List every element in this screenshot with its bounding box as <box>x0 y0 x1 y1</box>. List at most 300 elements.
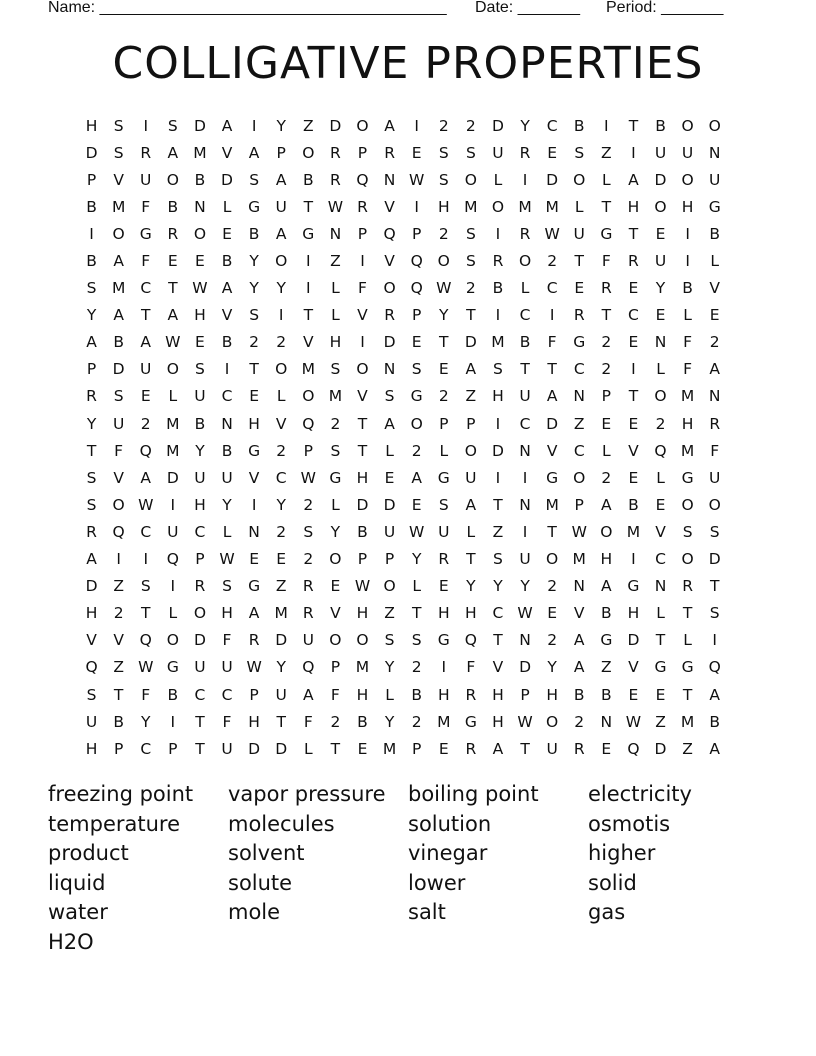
grid-letter[interactable]: P <box>276 143 286 162</box>
grid-letter[interactable]: B <box>86 197 97 216</box>
grid-letter[interactable]: T <box>520 739 530 758</box>
grid-letter[interactable]: P <box>574 495 584 514</box>
grid-letter[interactable]: 2 <box>249 333 260 352</box>
grid-letter[interactable]: O <box>708 116 721 135</box>
grid-letter[interactable]: L <box>385 441 394 460</box>
grid-letter[interactable]: M <box>464 197 478 216</box>
grid-letter[interactable]: M <box>545 197 559 216</box>
grid-letter[interactable]: 2 <box>303 550 314 569</box>
grid-letter[interactable]: W <box>138 495 154 514</box>
grid-letter[interactable]: L <box>385 685 394 704</box>
grid-letter[interactable]: V <box>628 658 639 677</box>
grid-letter[interactable]: I <box>522 468 528 487</box>
grid-letter[interactable]: I <box>631 360 636 379</box>
grid-letter[interactable]: M <box>545 495 559 514</box>
grid-letter[interactable]: B <box>221 252 233 271</box>
grid-letter[interactable]: S <box>465 143 476 162</box>
grid-letter[interactable]: H <box>221 604 233 623</box>
grid-letter[interactable]: O <box>464 170 477 189</box>
grid-letter[interactable]: 2 <box>140 414 151 433</box>
grid-letter[interactable]: C <box>140 739 152 758</box>
grid-letter[interactable]: 2 <box>330 414 341 433</box>
grid-letter[interactable]: 2 <box>411 712 422 731</box>
grid-letter[interactable]: O <box>681 170 694 189</box>
grid-letter[interactable]: R <box>465 685 477 704</box>
grid-letter[interactable]: C <box>140 522 152 541</box>
grid-letter[interactable]: G <box>546 468 559 487</box>
grid-letter[interactable]: E <box>628 685 639 704</box>
grid-letter[interactable]: U <box>221 658 233 677</box>
grid-letter[interactable]: A <box>546 387 558 406</box>
grid-letter[interactable]: C <box>546 279 558 298</box>
grid-letter[interactable]: Q <box>166 550 179 569</box>
grid-letter[interactable]: D <box>248 739 261 758</box>
grid-letter[interactable]: O <box>654 387 667 406</box>
grid-letter[interactable]: E <box>411 333 422 352</box>
grid-letter[interactable]: H <box>356 468 369 487</box>
grid-letter[interactable]: E <box>438 577 449 596</box>
grid-letter[interactable]: R <box>140 143 152 162</box>
grid-letter[interactable]: T <box>249 360 259 379</box>
grid-letter[interactable]: 2 <box>601 333 612 352</box>
grid-letter[interactable]: N <box>573 577 586 596</box>
grid-letter[interactable]: 2 <box>303 495 314 514</box>
grid-letter[interactable]: L <box>602 441 611 460</box>
grid-letter[interactable]: L <box>168 604 178 623</box>
grid-letter[interactable]: W <box>409 170 425 189</box>
grid-letter[interactable]: G <box>681 468 694 487</box>
grid-letter[interactable]: Y <box>411 550 422 569</box>
grid-letter[interactable]: W <box>219 550 235 569</box>
grid-letter[interactable]: E <box>438 739 449 758</box>
grid-letter[interactable]: I <box>631 550 636 569</box>
grid-letter[interactable]: D <box>654 739 667 758</box>
grid-letter[interactable]: Q <box>356 170 369 189</box>
grid-letter[interactable]: B <box>411 685 422 704</box>
grid-letter[interactable]: S <box>438 143 449 162</box>
grid-letter[interactable]: S <box>330 360 341 379</box>
grid-letter[interactable]: F <box>222 631 232 650</box>
grid-letter[interactable]: U <box>654 143 667 162</box>
grid-letter[interactable]: B <box>628 495 639 514</box>
grid-letter[interactable]: R <box>248 631 260 650</box>
grid-letter[interactable]: O <box>464 441 477 460</box>
grid-letter[interactable]: H <box>356 604 369 623</box>
grid-letter[interactable]: R <box>573 739 585 758</box>
grid-letter[interactable]: T <box>601 197 612 216</box>
grid-letter[interactable]: M <box>355 658 370 677</box>
grid-letter[interactable]: 2 <box>276 333 287 352</box>
grid-letter[interactable]: P <box>168 739 178 758</box>
grid-letter[interactable]: A <box>86 333 97 352</box>
grid-letter[interactable]: 2 <box>330 712 341 731</box>
grid-letter[interactable]: O <box>383 577 396 596</box>
grid-letter[interactable]: O <box>112 495 125 514</box>
grid-letter[interactable]: Q <box>410 279 423 298</box>
grid-letter[interactable]: S <box>574 143 585 162</box>
grid-letter[interactable]: V <box>248 468 260 487</box>
grid-letter[interactable]: R <box>438 550 450 569</box>
grid-letter[interactable]: R <box>465 739 477 758</box>
grid-letter[interactable]: T <box>113 685 124 704</box>
grid-letter[interactable]: O <box>275 360 288 379</box>
grid-letter[interactable]: V <box>573 604 585 623</box>
grid-letter[interactable]: 2 <box>547 631 558 650</box>
grid-letter[interactable]: N <box>383 360 396 379</box>
grid-letter[interactable]: S <box>438 495 449 514</box>
grid-letter[interactable]: H <box>85 739 98 758</box>
grid-letter[interactable]: H <box>248 414 260 433</box>
grid-letter[interactable]: O <box>600 522 613 541</box>
grid-letter[interactable]: R <box>194 577 206 596</box>
grid-letter[interactable]: Q <box>85 658 98 677</box>
grid-letter[interactable]: H <box>85 116 98 135</box>
grid-letter[interactable]: E <box>655 495 666 514</box>
grid-letter[interactable]: P <box>384 550 395 569</box>
grid-letter[interactable]: D <box>85 577 98 596</box>
grid-letter[interactable]: P <box>411 306 422 325</box>
grid-letter[interactable]: I <box>306 252 311 271</box>
grid-letter[interactable]: A <box>86 550 97 569</box>
grid-letter[interactable]: 2 <box>574 712 585 731</box>
grid-letter[interactable]: Y <box>141 712 151 731</box>
grid-letter[interactable]: U <box>492 143 504 162</box>
grid-letter[interactable]: L <box>331 495 340 514</box>
grid-letter[interactable]: H <box>248 712 260 731</box>
grid-letter[interactable]: Y <box>86 306 97 325</box>
grid-letter[interactable]: E <box>628 333 639 352</box>
grid-letter[interactable]: Y <box>249 252 259 271</box>
grid-letter[interactable]: L <box>493 170 503 189</box>
grid-letter[interactable]: D <box>546 170 559 189</box>
grid-letter[interactable]: C <box>221 387 233 406</box>
grid-letter[interactable]: E <box>601 739 612 758</box>
grid-letter[interactable]: U <box>112 414 125 433</box>
grid-letter[interactable]: Z <box>573 414 585 433</box>
grid-letter[interactable]: L <box>168 387 178 406</box>
grid-letter[interactable]: T <box>303 306 314 325</box>
grid-letter[interactable]: B <box>221 333 233 352</box>
grid-letter[interactable]: 2 <box>709 333 720 352</box>
grid-letter[interactable]: G <box>464 712 477 731</box>
grid-letter[interactable]: G <box>600 631 613 650</box>
grid-letter[interactable]: S <box>86 495 97 514</box>
grid-letter[interactable]: L <box>303 739 313 758</box>
grid-letter[interactable]: O <box>546 712 559 731</box>
grid-letter[interactable]: O <box>708 495 721 514</box>
grid-letter[interactable]: M <box>111 279 126 298</box>
grid-letter[interactable]: M <box>166 441 180 460</box>
grid-letter[interactable]: I <box>495 224 501 243</box>
grid-letter[interactable]: Y <box>493 577 503 596</box>
grid-letter[interactable]: E <box>628 279 639 298</box>
grid-letter[interactable]: I <box>170 712 176 731</box>
grid-letter[interactable]: U <box>519 550 531 569</box>
grid-letter[interactable]: Y <box>222 495 232 514</box>
grid-letter[interactable]: O <box>193 224 207 243</box>
grid-letter[interactable]: B <box>194 170 206 189</box>
grid-letter[interactable]: Q <box>112 522 125 541</box>
grid-letter[interactable]: V <box>357 306 368 325</box>
grid-letter[interactable]: M <box>572 550 586 569</box>
grid-letter[interactable]: T <box>357 414 368 433</box>
grid-letter[interactable]: P <box>330 658 341 677</box>
grid-letter[interactable]: T <box>628 224 639 243</box>
grid-letter[interactable]: G <box>166 658 179 677</box>
grid-letter[interactable]: D <box>546 414 559 433</box>
grid-letter[interactable]: V <box>709 279 720 298</box>
grid-letter[interactable]: R <box>357 197 368 216</box>
grid-letter[interactable]: O <box>681 495 694 514</box>
grid-letter[interactable]: Q <box>383 224 396 243</box>
grid-letter[interactable]: O <box>302 387 315 406</box>
grid-letter[interactable]: U <box>221 468 233 487</box>
grid-letter[interactable]: H <box>329 333 342 352</box>
grid-letter[interactable]: W <box>300 468 316 487</box>
grid-letter[interactable]: Z <box>384 604 395 623</box>
grid-letter[interactable]: I <box>631 143 636 162</box>
grid-letter[interactable]: E <box>222 224 232 243</box>
grid-letter[interactable]: M <box>301 360 315 379</box>
grid-letter[interactable]: L <box>331 306 340 325</box>
grid-letter[interactable]: I <box>549 306 555 325</box>
grid-letter[interactable]: W <box>517 604 533 623</box>
grid-letter[interactable]: C <box>628 306 639 325</box>
grid-letter[interactable]: E <box>574 279 585 298</box>
grid-letter[interactable]: B <box>221 441 233 460</box>
grid-letter[interactable]: L <box>683 306 692 325</box>
grid-letter[interactable]: A <box>113 306 124 325</box>
grid-letter[interactable]: U <box>465 468 477 487</box>
grid-letter[interactable]: G <box>600 224 613 243</box>
grid-letter[interactable]: S <box>86 279 97 298</box>
grid-letter[interactable]: Q <box>654 441 667 460</box>
grid-letter[interactable]: S <box>86 685 97 704</box>
grid-letter[interactable]: P <box>357 143 368 162</box>
grid-letter[interactable]: P <box>303 441 313 460</box>
grid-letter[interactable]: N <box>329 224 342 243</box>
grid-letter[interactable]: G <box>681 658 694 677</box>
grid-letter[interactable]: S <box>384 631 395 650</box>
grid-letter[interactable]: L <box>276 387 286 406</box>
grid-letter[interactable]: P <box>86 170 97 189</box>
grid-letter[interactable]: W <box>327 197 344 216</box>
grid-letter[interactable]: B <box>113 712 124 731</box>
grid-letter[interactable]: B <box>601 685 612 704</box>
grid-letter[interactable]: L <box>656 604 665 623</box>
grid-letter[interactable]: Z <box>113 658 124 677</box>
grid-letter[interactable]: Y <box>276 658 286 677</box>
grid-letter[interactable]: E <box>140 387 151 406</box>
grid-letter[interactable]: W <box>517 712 533 731</box>
grid-letter[interactable]: H <box>194 306 206 325</box>
grid-letter[interactable]: M <box>437 712 451 731</box>
grid-letter[interactable]: U <box>140 170 152 189</box>
grid-letter[interactable]: 2 <box>601 468 612 487</box>
grid-letter[interactable]: A <box>601 577 612 596</box>
grid-letter[interactable]: A <box>411 468 422 487</box>
grid-letter[interactable]: U <box>85 712 98 731</box>
grid-letter[interactable]: V <box>357 387 368 406</box>
grid-letter[interactable]: L <box>656 468 665 487</box>
grid-letter[interactable]: F <box>141 252 151 271</box>
grid-letter[interactable]: D <box>193 631 206 650</box>
grid-letter[interactable]: Y <box>330 522 341 541</box>
grid-letter[interactable]: Y <box>276 116 286 135</box>
grid-letter[interactable]: S <box>411 631 422 650</box>
grid-letter[interactable]: F <box>330 685 340 704</box>
grid-letter[interactable]: H <box>681 197 694 216</box>
grid-letter[interactable]: 2 <box>655 414 666 433</box>
grid-letter[interactable]: Y <box>520 577 530 596</box>
grid-letter[interactable]: O <box>356 116 369 135</box>
grid-letter[interactable]: I <box>360 333 365 352</box>
grid-letter[interactable]: Y <box>276 279 286 298</box>
grid-letter[interactable]: T <box>709 577 720 596</box>
grid-letter[interactable]: A <box>221 279 233 298</box>
grid-letter[interactable]: E <box>655 224 666 243</box>
grid-letter[interactable]: R <box>519 224 531 243</box>
grid-letter[interactable]: Q <box>627 739 640 758</box>
grid-letter[interactable]: D <box>491 116 504 135</box>
grid-letter[interactable]: Z <box>330 252 341 271</box>
grid-letter[interactable]: D <box>275 739 288 758</box>
grid-letter[interactable]: I <box>251 116 257 135</box>
grid-letter[interactable]: H <box>546 685 558 704</box>
grid-letter[interactable]: E <box>276 550 287 569</box>
grid-letter[interactable]: I <box>306 279 311 298</box>
grid-letter[interactable]: M <box>382 739 397 758</box>
grid-letter[interactable]: T <box>466 306 476 325</box>
grid-letter[interactable]: T <box>195 712 205 731</box>
grid-letter[interactable]: N <box>654 333 667 352</box>
grid-letter[interactable]: A <box>465 360 477 379</box>
grid-letter[interactable]: D <box>708 550 721 569</box>
grid-letter[interactable]: D <box>85 143 98 162</box>
grid-letter[interactable]: D <box>193 116 206 135</box>
grid-letter[interactable]: I <box>495 306 501 325</box>
grid-letter[interactable]: S <box>167 116 178 135</box>
grid-letter[interactable]: B <box>573 685 585 704</box>
grid-letter[interactable]: S <box>411 360 422 379</box>
grid-letter[interactable]: L <box>520 279 530 298</box>
grid-letter[interactable]: A <box>709 685 720 704</box>
grid-letter[interactable]: U <box>383 522 396 541</box>
grid-letter[interactable]: D <box>383 333 396 352</box>
grid-letter[interactable]: B <box>357 522 368 541</box>
grid-letter[interactable]: B <box>573 116 585 135</box>
grid-letter[interactable]: R <box>384 143 395 162</box>
grid-letter[interactable]: U <box>275 685 287 704</box>
grid-letter[interactable]: 2 <box>601 360 612 379</box>
grid-letter[interactable]: U <box>140 360 152 379</box>
grid-letter[interactable]: H <box>85 604 98 623</box>
grid-letter[interactable]: F <box>683 333 693 352</box>
grid-letter[interactable]: I <box>604 116 609 135</box>
grid-letter[interactable]: V <box>384 252 395 271</box>
grid-letter[interactable]: L <box>574 197 584 216</box>
grid-letter[interactable]: O <box>356 631 369 650</box>
grid-letter[interactable]: G <box>627 577 640 596</box>
grid-letter[interactable]: I <box>360 252 365 271</box>
grid-letter[interactable]: S <box>140 577 151 596</box>
grid-letter[interactable]: I <box>685 252 690 271</box>
grid-letter[interactable]: E <box>655 306 666 325</box>
grid-letter[interactable]: W <box>544 224 560 243</box>
grid-letter[interactable]: E <box>384 468 395 487</box>
grid-letter[interactable]: T <box>439 333 449 352</box>
grid-letter[interactable]: W <box>165 333 181 352</box>
grid-letter[interactable]: E <box>709 306 720 325</box>
grid-letter[interactable]: V <box>113 170 124 189</box>
grid-letter[interactable]: S <box>86 468 97 487</box>
grid-letter[interactable]: B <box>709 712 721 731</box>
grid-letter[interactable]: U <box>194 387 206 406</box>
grid-letter[interactable]: M <box>491 333 505 352</box>
grid-letter[interactable]: S <box>113 387 124 406</box>
grid-letter[interactable]: B <box>167 685 179 704</box>
grid-letter[interactable]: I <box>441 658 447 677</box>
grid-letter[interactable]: H <box>194 495 206 514</box>
grid-letter[interactable]: L <box>710 252 720 271</box>
grid-letter[interactable]: T <box>411 604 422 623</box>
grid-letter[interactable]: C <box>140 279 152 298</box>
grid-letter[interactable]: S <box>709 604 720 623</box>
grid-letter[interactable]: U <box>709 468 721 487</box>
grid-letter[interactable]: O <box>437 252 450 271</box>
grid-letter[interactable]: H <box>437 604 450 623</box>
grid-letter[interactable]: 2 <box>411 658 422 677</box>
grid-letter[interactable]: Y <box>466 577 476 596</box>
grid-letter[interactable]: V <box>302 333 314 352</box>
grid-letter[interactable]: S <box>249 170 260 189</box>
grid-letter[interactable]: T <box>493 495 503 514</box>
grid-letter[interactable]: A <box>140 333 152 352</box>
grid-letter[interactable]: U <box>221 739 233 758</box>
grid-letter[interactable]: T <box>628 387 639 406</box>
grid-letter[interactable]: Y <box>276 495 286 514</box>
grid-letter[interactable]: M <box>680 441 695 460</box>
grid-letter[interactable]: E <box>195 252 205 271</box>
grid-letter[interactable]: U <box>519 387 531 406</box>
grid-letter[interactable]: I <box>170 577 176 596</box>
grid-letter[interactable]: L <box>331 279 340 298</box>
grid-letter[interactable]: B <box>86 252 97 271</box>
grid-letter[interactable]: Z <box>655 712 666 731</box>
grid-letter[interactable]: D <box>275 631 288 650</box>
grid-letter[interactable]: O <box>573 170 586 189</box>
grid-letter[interactable]: U <box>194 468 206 487</box>
grid-letter[interactable]: D <box>356 495 369 514</box>
grid-letter[interactable]: N <box>600 712 613 731</box>
grid-letter[interactable]: B <box>302 170 314 189</box>
grid-letter[interactable]: V <box>113 468 124 487</box>
grid-letter[interactable]: O <box>193 604 207 623</box>
grid-letter[interactable]: P <box>249 685 259 704</box>
grid-letter[interactable]: G <box>329 468 342 487</box>
grid-letter[interactable]: G <box>248 197 261 216</box>
grid-letter[interactable]: I <box>414 197 419 216</box>
grid-letter[interactable]: L <box>439 441 449 460</box>
grid-letter[interactable]: O <box>356 360 369 379</box>
grid-letter[interactable]: A <box>275 224 287 243</box>
grid-letter[interactable]: E <box>601 414 612 433</box>
grid-letter[interactable]: R <box>682 577 693 596</box>
grid-letter[interactable]: T <box>601 306 612 325</box>
grid-letter[interactable]: R <box>86 522 97 541</box>
grid-letter[interactable]: Y <box>655 279 666 298</box>
grid-letter[interactable]: U <box>681 143 694 162</box>
